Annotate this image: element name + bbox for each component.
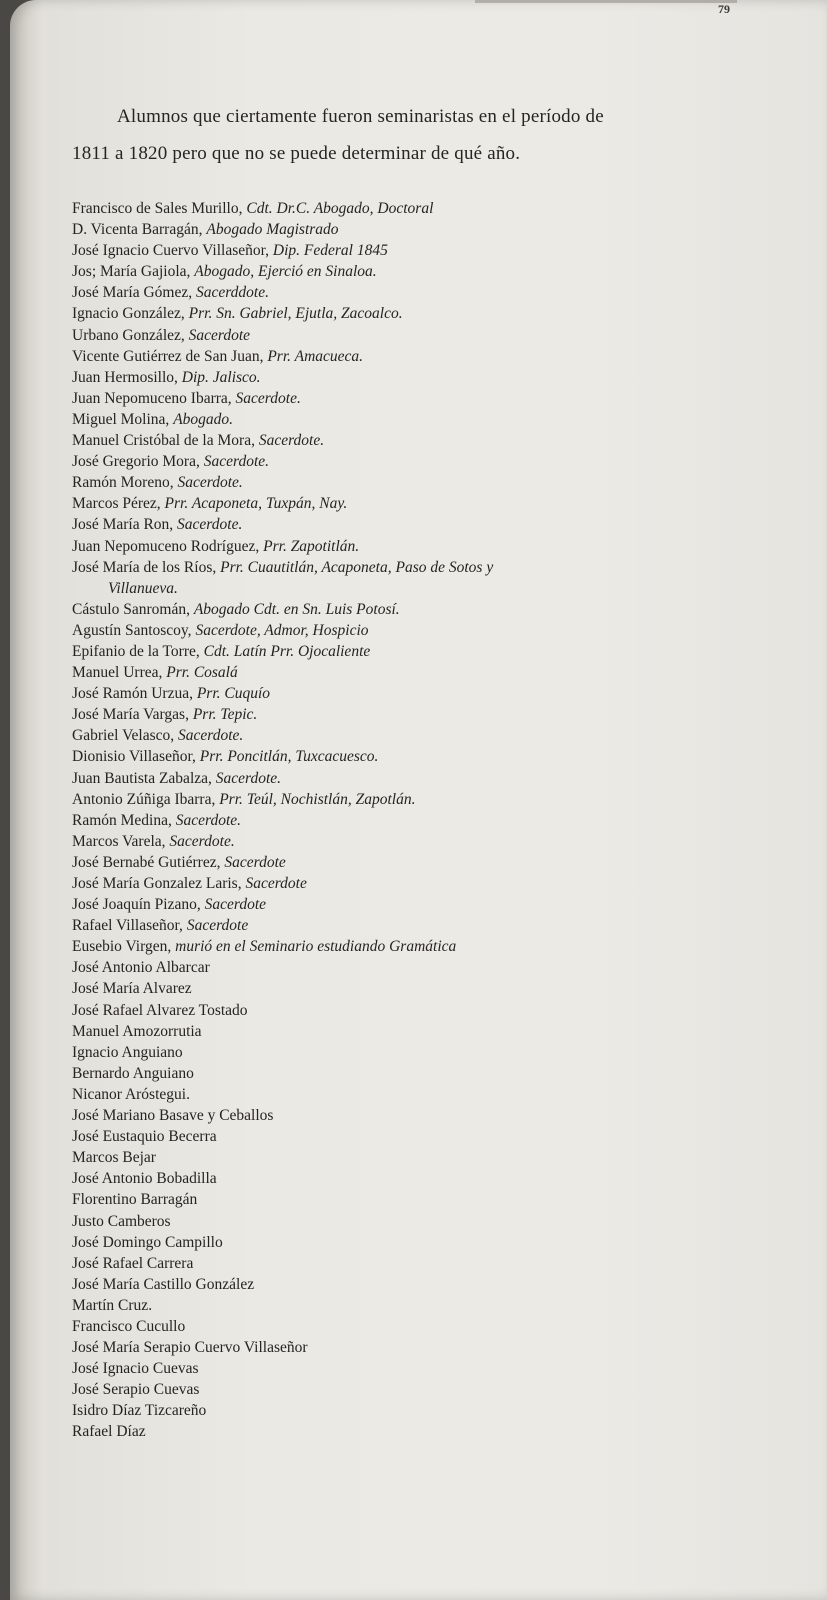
student-detail: Sacerdote.: [177, 474, 243, 492]
student-detail: Prr. Cuquío: [196, 685, 271, 703]
student-detail: Abogado.: [173, 410, 234, 428]
student-name: Epifanio de la Torre,: [72, 642, 200, 660]
student-name: Nicanor Aróstegui.: [72, 1085, 190, 1103]
list-item: [72, 768, 772, 789]
list-item: [72, 662, 772, 683]
student-name: Bernardo Anguiano: [72, 1064, 194, 1082]
list-item: [72, 430, 772, 451]
page-edge-line: [475, 0, 737, 3]
student-name: Manuel Cristóbal de la Mora,: [72, 432, 255, 450]
student-detail: Sacerdote: [186, 917, 249, 935]
student-name: Ignacio González,: [72, 305, 185, 323]
list-item: [72, 620, 772, 641]
student-name: Martín Cruz.: [72, 1296, 153, 1314]
list-item: [72, 599, 772, 620]
list-item: [72, 1421, 772, 1442]
list-item: [72, 789, 772, 810]
list-item: [72, 831, 772, 852]
student-detail: Prr. Cosalá: [166, 664, 238, 682]
list-item: [72, 1168, 772, 1189]
student-name: José Antonio Bobadilla: [72, 1170, 217, 1188]
student-name: Isidro Díaz Tizcareño: [72, 1402, 207, 1420]
list-item: [72, 261, 772, 282]
student-name: Rafael Díaz: [72, 1423, 146, 1441]
student-name: José Gregorio Mora,: [72, 453, 200, 471]
list-item: [72, 219, 772, 240]
list-item: [72, 1021, 772, 1042]
list-item: [72, 451, 772, 472]
list-item: [72, 1105, 772, 1126]
list-item-continuation: [72, 578, 772, 599]
student-detail: Cdt. Dr.C. Abogado, Doctoral: [246, 200, 434, 217]
list-item: [72, 367, 772, 388]
list-item: [72, 915, 772, 936]
student-detail: Sacerdote: [224, 853, 286, 871]
list-item: [72, 1189, 772, 1210]
student-name: Ramón Moreno,: [72, 474, 174, 492]
list-item: [72, 240, 772, 261]
student-detail: Sacerdote.: [203, 453, 270, 471]
list-item: [72, 557, 772, 578]
student-name: Ignacio Anguiano: [72, 1043, 183, 1061]
list-item: [72, 1295, 772, 1316]
list-item: [72, 536, 772, 557]
student-name: Marcos Varela,: [72, 832, 166, 850]
student-detail: Sacerddote.: [195, 284, 269, 302]
list-item: [72, 1042, 772, 1063]
student-name: Gabriel Velasco,: [72, 727, 175, 745]
student-detail: Prr. Acaponeta, Tuxpán, Nay.: [164, 495, 348, 513]
student-name: José María Serapio Cuervo Villaseñor: [72, 1339, 308, 1357]
student-detail: Sacerdote.: [235, 389, 301, 407]
student-name: Antonio Zúñiga Ibarra,: [72, 790, 216, 808]
student-name: Juan Bautista Zabalza,: [72, 769, 212, 787]
heading-line-1: Alumnos que ciertamente fueron seminaristas en el período de: [117, 106, 604, 127]
student-detail: Prr. Cuautitlán, Acaponeta, Paso de Sotos y: [220, 558, 494, 576]
student-name: José María de los Ríos,: [72, 558, 217, 576]
student-name: Manuel Urrea,: [72, 664, 163, 682]
student-name: Dionisio Villaseñor,: [72, 748, 196, 766]
list-item: [72, 1147, 772, 1168]
student-name: Ramón Medina,: [72, 811, 172, 829]
student-name: Rafael Villaseñor,: [72, 917, 183, 935]
student-detail: Sacerdote.: [215, 769, 282, 787]
list-item: [72, 1358, 772, 1379]
student-list: [72, 198, 772, 1443]
student-detail: Dip. Jalisco.: [181, 368, 261, 386]
student-name: José María Castillo González: [72, 1275, 255, 1293]
list-item: [72, 1316, 772, 1337]
list-item: [72, 198, 772, 219]
list-item: [72, 1400, 772, 1421]
student-detail: Dip. Federal 1845: [272, 242, 388, 260]
list-item: [72, 725, 772, 746]
book-page: [10, 0, 827, 1600]
student-detail: Prr. Amacueca.: [267, 347, 364, 365]
student-name: José María Alvarez: [72, 980, 192, 998]
student-detail: Sacerdote: [188, 326, 251, 344]
student-name: Juan Nepomuceno Ibarra,: [72, 389, 232, 407]
list-item: [72, 683, 772, 704]
student-name: José Ignacio Cuervo Villaseñor,: [72, 242, 270, 260]
student-name: José María Gonzalez Laris,: [72, 875, 242, 892]
student-detail: Prr. Tepic.: [192, 706, 258, 724]
student-name: José Bernabé Gutiérrez,: [72, 853, 221, 871]
student-name: José Ramón Urzua,: [72, 685, 193, 703]
student-detail: Abogado, Ejerció en Sinaloa.: [194, 263, 377, 281]
list-item: [72, 303, 772, 324]
list-item: [72, 1084, 772, 1105]
student-detail: Sacerdote, Admor, Hospicio: [195, 621, 369, 639]
student-name: Agustín Santoscoy,: [72, 621, 192, 639]
section-heading: [72, 98, 692, 172]
student-detail-continuation: Villanueva.: [108, 579, 178, 597]
student-name: Cástulo Sanromán,: [72, 600, 190, 618]
student-name: José Joaquín Pizano,: [72, 896, 201, 914]
student-detail: Sacerdote: [245, 875, 307, 892]
list-item: [72, 1211, 772, 1232]
student-name: Marcos Pérez,: [72, 495, 161, 513]
student-name: José Eustaquio Becerra: [72, 1128, 217, 1146]
student-name: Francisco de Sales Murillo,: [72, 200, 243, 217]
list-item: [72, 472, 772, 493]
list-item: [72, 936, 772, 957]
student-detail: murió en el Seminario estudiando Gramática: [175, 938, 457, 956]
list-item: [72, 325, 772, 346]
list-item: [72, 810, 772, 831]
list-item: [72, 514, 772, 535]
list-item: [72, 1379, 772, 1400]
list-item: [72, 409, 772, 430]
list-item: [72, 894, 772, 915]
list-item: [72, 1126, 772, 1147]
student-name: Miguel Molina,: [72, 410, 170, 428]
student-name: Juan Hermosillo,: [72, 368, 178, 386]
student-name: José Rafael Alvarez Tostado: [72, 1001, 248, 1019]
student-name: José María Gómez,: [72, 284, 193, 302]
student-detail: Abogado Magistrado: [206, 221, 339, 239]
page-number: 79: [718, 2, 730, 16]
student-detail: Prr. Poncitlán, Tuxcacuesco.: [199, 748, 379, 766]
list-item: [72, 1253, 772, 1274]
student-name: Justo Camberos: [72, 1212, 171, 1230]
student-detail: Sacerdote.: [169, 832, 235, 850]
list-item: [72, 957, 772, 978]
list-item: [72, 873, 772, 894]
student-name: José Rafael Carrera: [72, 1254, 194, 1272]
heading-line-2: 1811 a 1820 pero que no se puede determinar de qué año.: [72, 143, 521, 164]
student-name: Urbano González,: [72, 326, 185, 344]
list-item: [72, 1063, 772, 1084]
student-name: José Ignacio Cuevas: [72, 1360, 199, 1378]
student-detail: Sacerdote.: [177, 516, 243, 534]
student-detail: Sacerdote.: [258, 432, 325, 450]
student-name: José María Vargas,: [72, 706, 189, 724]
student-name: Florentino Barragán: [72, 1191, 198, 1209]
student-name: Francisco Cucullo: [72, 1317, 186, 1335]
student-name: Jos; María Gajiola,: [72, 263, 191, 281]
student-detail: Prr. Zapotitlán.: [263, 537, 360, 555]
list-item: [72, 1274, 772, 1295]
list-item: [72, 1232, 772, 1253]
student-name: Eusebio Virgen,: [72, 938, 172, 956]
student-name: Vicente Gutiérrez de San Juan,: [72, 347, 264, 365]
student-detail: Prr. Teúl, Nochistlán, Zapotlán.: [219, 790, 416, 808]
student-name: D. Vicenta Barragán,: [72, 221, 203, 239]
student-name: José Domingo Campillo: [72, 1233, 223, 1251]
student-detail: Sacerdote.: [178, 727, 244, 745]
student-name: José María Ron,: [72, 516, 174, 534]
list-item: [72, 1337, 772, 1358]
list-item: [72, 704, 772, 725]
student-name: José Mariano Basave y Ceballos: [72, 1107, 274, 1125]
student-name: Manuel Amozorrutia: [72, 1022, 202, 1040]
student-detail: Sacerdote: [204, 896, 267, 914]
list-item: [72, 282, 772, 303]
student-detail: Cdt. Latín Prr. Ojocaliente: [203, 642, 371, 660]
student-detail: Prr. Sn. Gabriel, Ejutla, Zacoalco.: [188, 305, 403, 323]
student-detail: Sacerdote.: [175, 811, 242, 829]
list-item: [72, 346, 772, 367]
student-name: José Antonio Albarcar: [72, 959, 210, 977]
list-item: [72, 746, 772, 767]
student-detail: Abogado Cdt. en Sn. Luis Potosí.: [193, 600, 400, 618]
list-item: [72, 1000, 772, 1021]
student-name: José Serapio Cuevas: [72, 1381, 200, 1399]
list-item: [72, 978, 772, 999]
student-name: Marcos Bejar: [72, 1149, 156, 1167]
list-item: [72, 641, 772, 662]
list-item: [72, 852, 772, 873]
list-item: [72, 388, 772, 409]
student-name: Juan Nepomuceno Rodríguez,: [72, 537, 260, 555]
list-item: [72, 493, 772, 514]
